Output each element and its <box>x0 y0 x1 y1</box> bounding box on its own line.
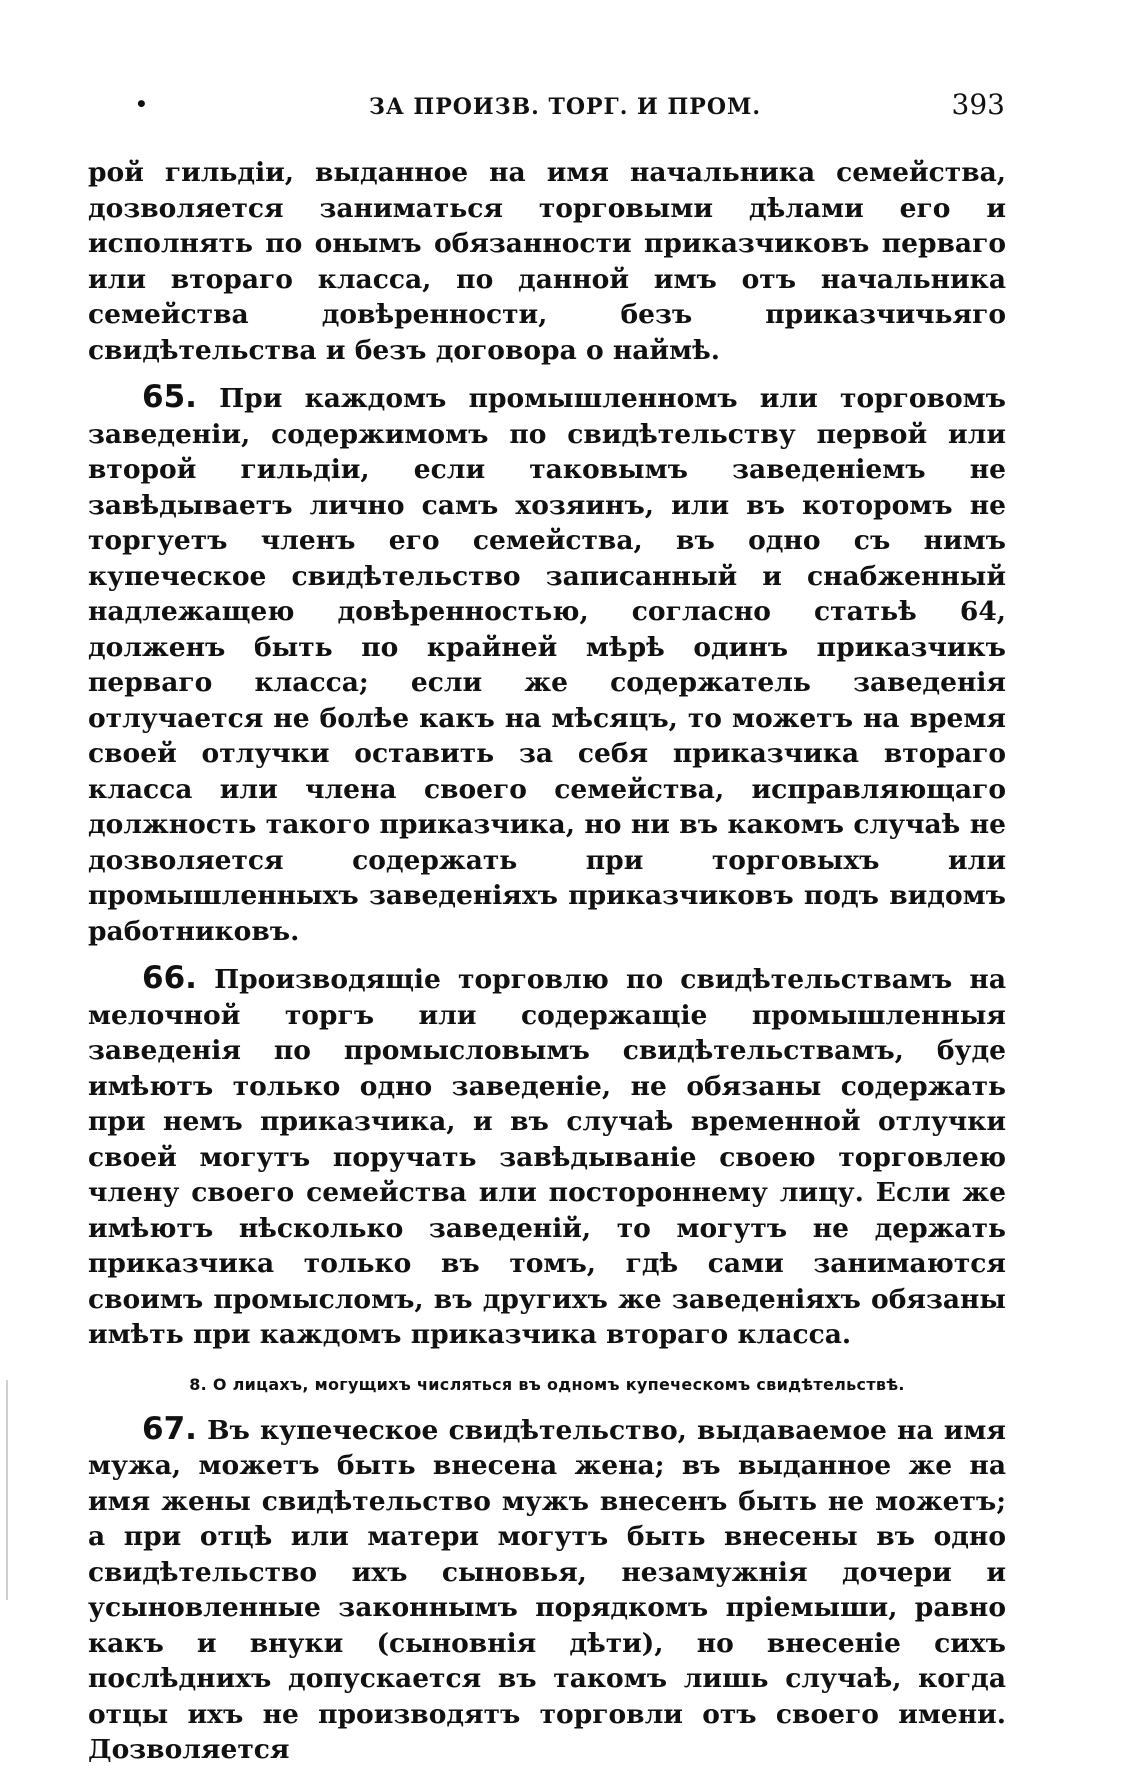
section-title: 8. О лицахъ, могущихъ числяться въ одномъ купеческомъ свидѣтельствѣ. <box>189 1374 905 1394</box>
page-header <box>125 88 1005 128</box>
article-number: 67. <box>142 1410 197 1447</box>
article-number: 66. <box>142 960 197 996</box>
paragraph-text: рой гильдіи, выданное на имя начальника семейства, дозволяется заниматься торговыми дѣлами его и исполнять по онымъ обязанности приказчиковъ перваго или втораго класса, по данной имъ отъ начальника семейства довѣренности, безъ приказчичьяго свидѣтельства и безъ договора о наймѣ. <box>88 157 1006 366</box>
paragraph-text: Производящіе торговлю по свидѣтельствамъ на мелочной торгъ или содержащіе промышленныя заведенія по промысловымъ свидѣтельствамъ, буде имѣютъ только одно заведеніе, не обязаны содержать при немъ приказчика, и въ случаѣ временной отлучки своей могутъ поручать завѣдываніе своею торговлею члену своего семейства или постороннему лицу. Если же имѣютъ нѣсколько заведеній, то могутъ не держать приказчика только въ томъ, гдѣ сами занимаются своимъ промысломъ, въ другихъ же заведеніяхъ обязаны имѣть при каждомъ приказчика втораго класса. <box>88 964 1006 1350</box>
header-mark: • <box>135 92 148 116</box>
paragraph-text: При каждомъ промышленномъ или торговомъ заведеніи, содержимомъ по свидѣтельству первой или второй гильдіи, если таковымъ заведеніемъ не завѣдываетъ лично самъ хозяинъ, или въ которомъ не торгуетъ членъ его семейства, въ одно съ нимъ купеческое свидѣтельство записанный и снабженный надлежащею довѣренностью, согласно статьѣ 64, долженъ быть по крайней мѣрѣ одинъ приказчикъ перваго класса; если же содержатель заведенія отлучается не болѣе какъ на мѣсяцъ, то можетъ на время своей отлучки оставить за себя приказчика втораго класса или члена своего семейства, исправляющаго должность такого приказчика, но ни въ какомъ случаѣ не дозволяется содержать при торговыхъ или промышленныхъ заведеніяхъ приказчиковъ подъ видомъ работниковъ. <box>88 383 1007 947</box>
scan-margin-line <box>6 1380 8 1600</box>
paragraph-65 <box>88 380 1006 949</box>
article-number: 65. <box>142 379 197 415</box>
page-body <box>88 155 1006 1780</box>
running-head: ЗА ПРОИЗВ. ТОРГ. И ПРОМ. <box>368 94 762 120</box>
paragraph-continuation <box>88 155 1006 368</box>
page-number: 393 <box>951 88 1005 121</box>
paragraph-text: Въ купеческое свидѣтельство, выдаваемое на имя мужа, можетъ быть внесена жена; въ выданное же на имя жены свидѣтельство мужъ внесенъ быть не можетъ; а при отцѣ или матери могутъ быть внесены въ одно свидѣтельство ихъ сыновья, незамужнія дочери и усыновленные законнымъ порядкомъ пріемыши, равно какъ и внуки (сыновнія дѣти), но внесеніе сихъ послѣднихъ допускается въ такомъ лишь случаѣ, когда отцы ихъ не производятъ торговли отъ своего имени. Дозволяется <box>88 1414 1006 1765</box>
paragraph-67 <box>88 1412 1006 1768</box>
paragraph-66 <box>88 961 1006 1353</box>
